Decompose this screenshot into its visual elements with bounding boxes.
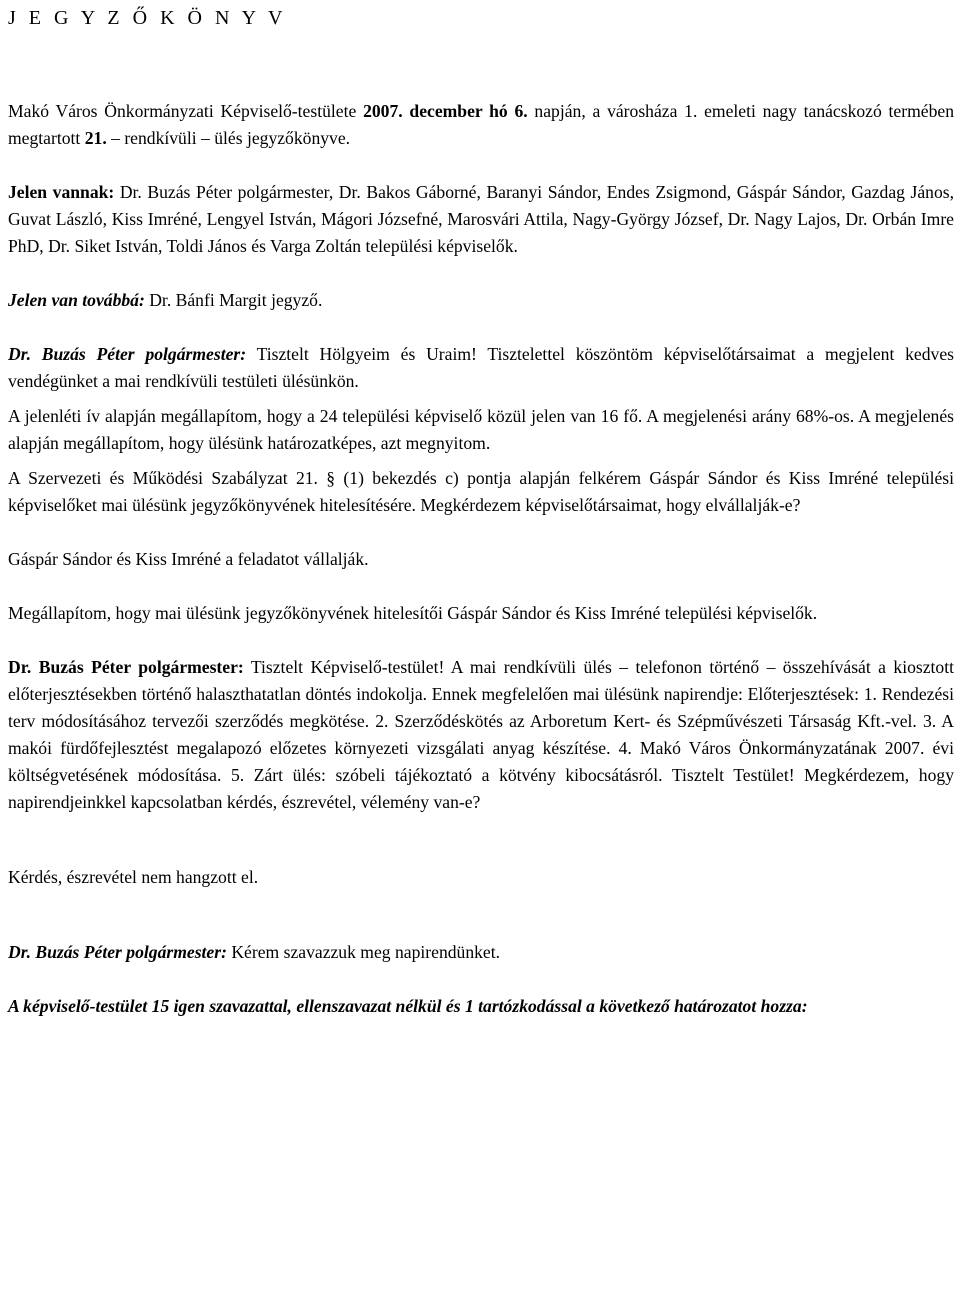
no-questions-paragraph: Kérdés, észrevétel nem hangzott el. — [8, 867, 259, 887]
spacer — [8, 395, 954, 403]
authenticators-request-paragraph: A Szervezeti és Működési Szabályzat 21. § (1) bekezdés c) pontja alapján felkérem Gáspár Sándor és Kiss Imréné települési képviselőket mai ülésünk jegyzőkönyvének hitelesítésére. Megkérdezem képviselőtársaimat, hogy elvállalják-e? — [8, 468, 954, 515]
spacer — [8, 573, 954, 600]
authenticators-confirm-paragraph: Megállapítom, hogy mai ülésünk jegyzőkönyvének hitelesítői Gáspár Sándor és Kiss Imréné települési képviselők. — [8, 603, 818, 623]
also-present-label: Jelen van továbbá: — [8, 290, 145, 310]
intro-text-1: Makó Város Önkormányzati Képviselő-testülete — [8, 101, 364, 121]
meeting-date: 2007. december hó 6. — [363, 101, 528, 121]
intro-paragraph — [8, 98, 954, 152]
vote-request-text: Kérem szavazzuk meg napirendünket. — [226, 942, 501, 962]
opening-paragraph — [8, 341, 954, 395]
speaker-label: Dr. Buzás Péter polgármester: — [8, 942, 227, 962]
attendees-paragraph — [8, 179, 954, 260]
agenda-text: Tisztelt Képviselő-testület! A mai rendkívüli ülés – telefonon történő – összehívását a kiosztott előterjesztésekben történő halaszthatatlan döntés indokolja. Ennek megfelelően mai ülésünk napirendje: Előterjesztések: 1. Rendezési terv módosításához tervezői szerződés megkötése. 2. Szerződéskötés az Arboretum Kert- és Szépművészeti Társaság Kft.-vel. 3. A makói fürdőfejlesztést megalapozó előzetes környezeti vizsgálati anyag készítése. 4. Makó Város Önkormányzatának 2007. évi költségvetésének módosítása. 5. Zárt ülés: szóbeli tájékoztató a kötvény kibocsátásról. Tisztelt Testület! Megkérdezem, hogy napirendjeinkkel kapcsolatban kérdés, észrevétel, vélemény van-e? — [8, 657, 954, 812]
spacer — [8, 152, 954, 179]
authenticators-accept-paragraph: Gáspár Sándor és Kiss Imréné a feladatot vállalják. — [8, 549, 369, 569]
spacer — [8, 627, 954, 654]
opening-text: Tisztelt Hölgyeim és Uraim! Tisztelettel köszöntöm képviselőtársaimat a megjelent kedves vendégünket a mai rendkívüli testületi ülésünkön. — [8, 344, 954, 391]
document-title: J E G Y Z Ő K Ö N Y V — [8, 7, 287, 29]
spacer — [8, 816, 954, 864]
intro-text-3: – rendkívüli – ülés jegyzőkönyve. — [106, 128, 351, 148]
spacer — [8, 891, 954, 939]
speaker-label: Dr. Buzás Péter polgármester: — [8, 344, 247, 364]
intro-text-2: napján, a városháza 1. emeleti nagy tanácskozó termében megtartott — [8, 101, 954, 148]
speaker-label: Dr. Buzás Péter polgármester: — [8, 657, 244, 677]
meeting-number: 21. — [84, 128, 107, 148]
spacer — [8, 519, 954, 546]
attendees-list: Dr. Buzás Péter polgármester, Dr. Bakos Gáborné, Baranyi Sándor, Endes Zsigmond, Gáspár Sándor, Gazdag János, Guvat László, Kiss Imréné, Lengyel István, Mágori Józsefné, Marosvári Attila, Nagy-György József, Dr. Nagy Lajos, Dr. Orbán Imre PhD, Dr. Siket István, Toldi János és Varga Zoltán települési képviselők. — [8, 182, 954, 256]
attendees-label: Jelen vannak: — [8, 182, 115, 202]
spacer — [8, 457, 954, 465]
quorum-paragraph: A jelenléti ív alapján megállapítom, hogy a 24 települési képviselő közül jelen van 16 fő. A megjelenési arány 68%-os. A megjelenés alapján megállapítom, hogy ülésünk határozatképes, azt megnyitom. — [8, 406, 954, 453]
spacer — [8, 260, 954, 287]
vote-request-paragraph — [8, 939, 954, 966]
resolution-paragraph: A képviselő-testület 15 igen szavazattal, ellenszavazat nélkül és 1 tartózkodással a következő határozatot hozza: — [8, 996, 808, 1016]
spacer — [8, 40, 954, 98]
spacer — [8, 966, 954, 993]
spacer — [8, 314, 954, 341]
also-present-text: Dr. Bánfi Margit jegyző. — [144, 290, 323, 310]
also-present-paragraph — [8, 287, 954, 314]
agenda-paragraph — [8, 654, 954, 816]
